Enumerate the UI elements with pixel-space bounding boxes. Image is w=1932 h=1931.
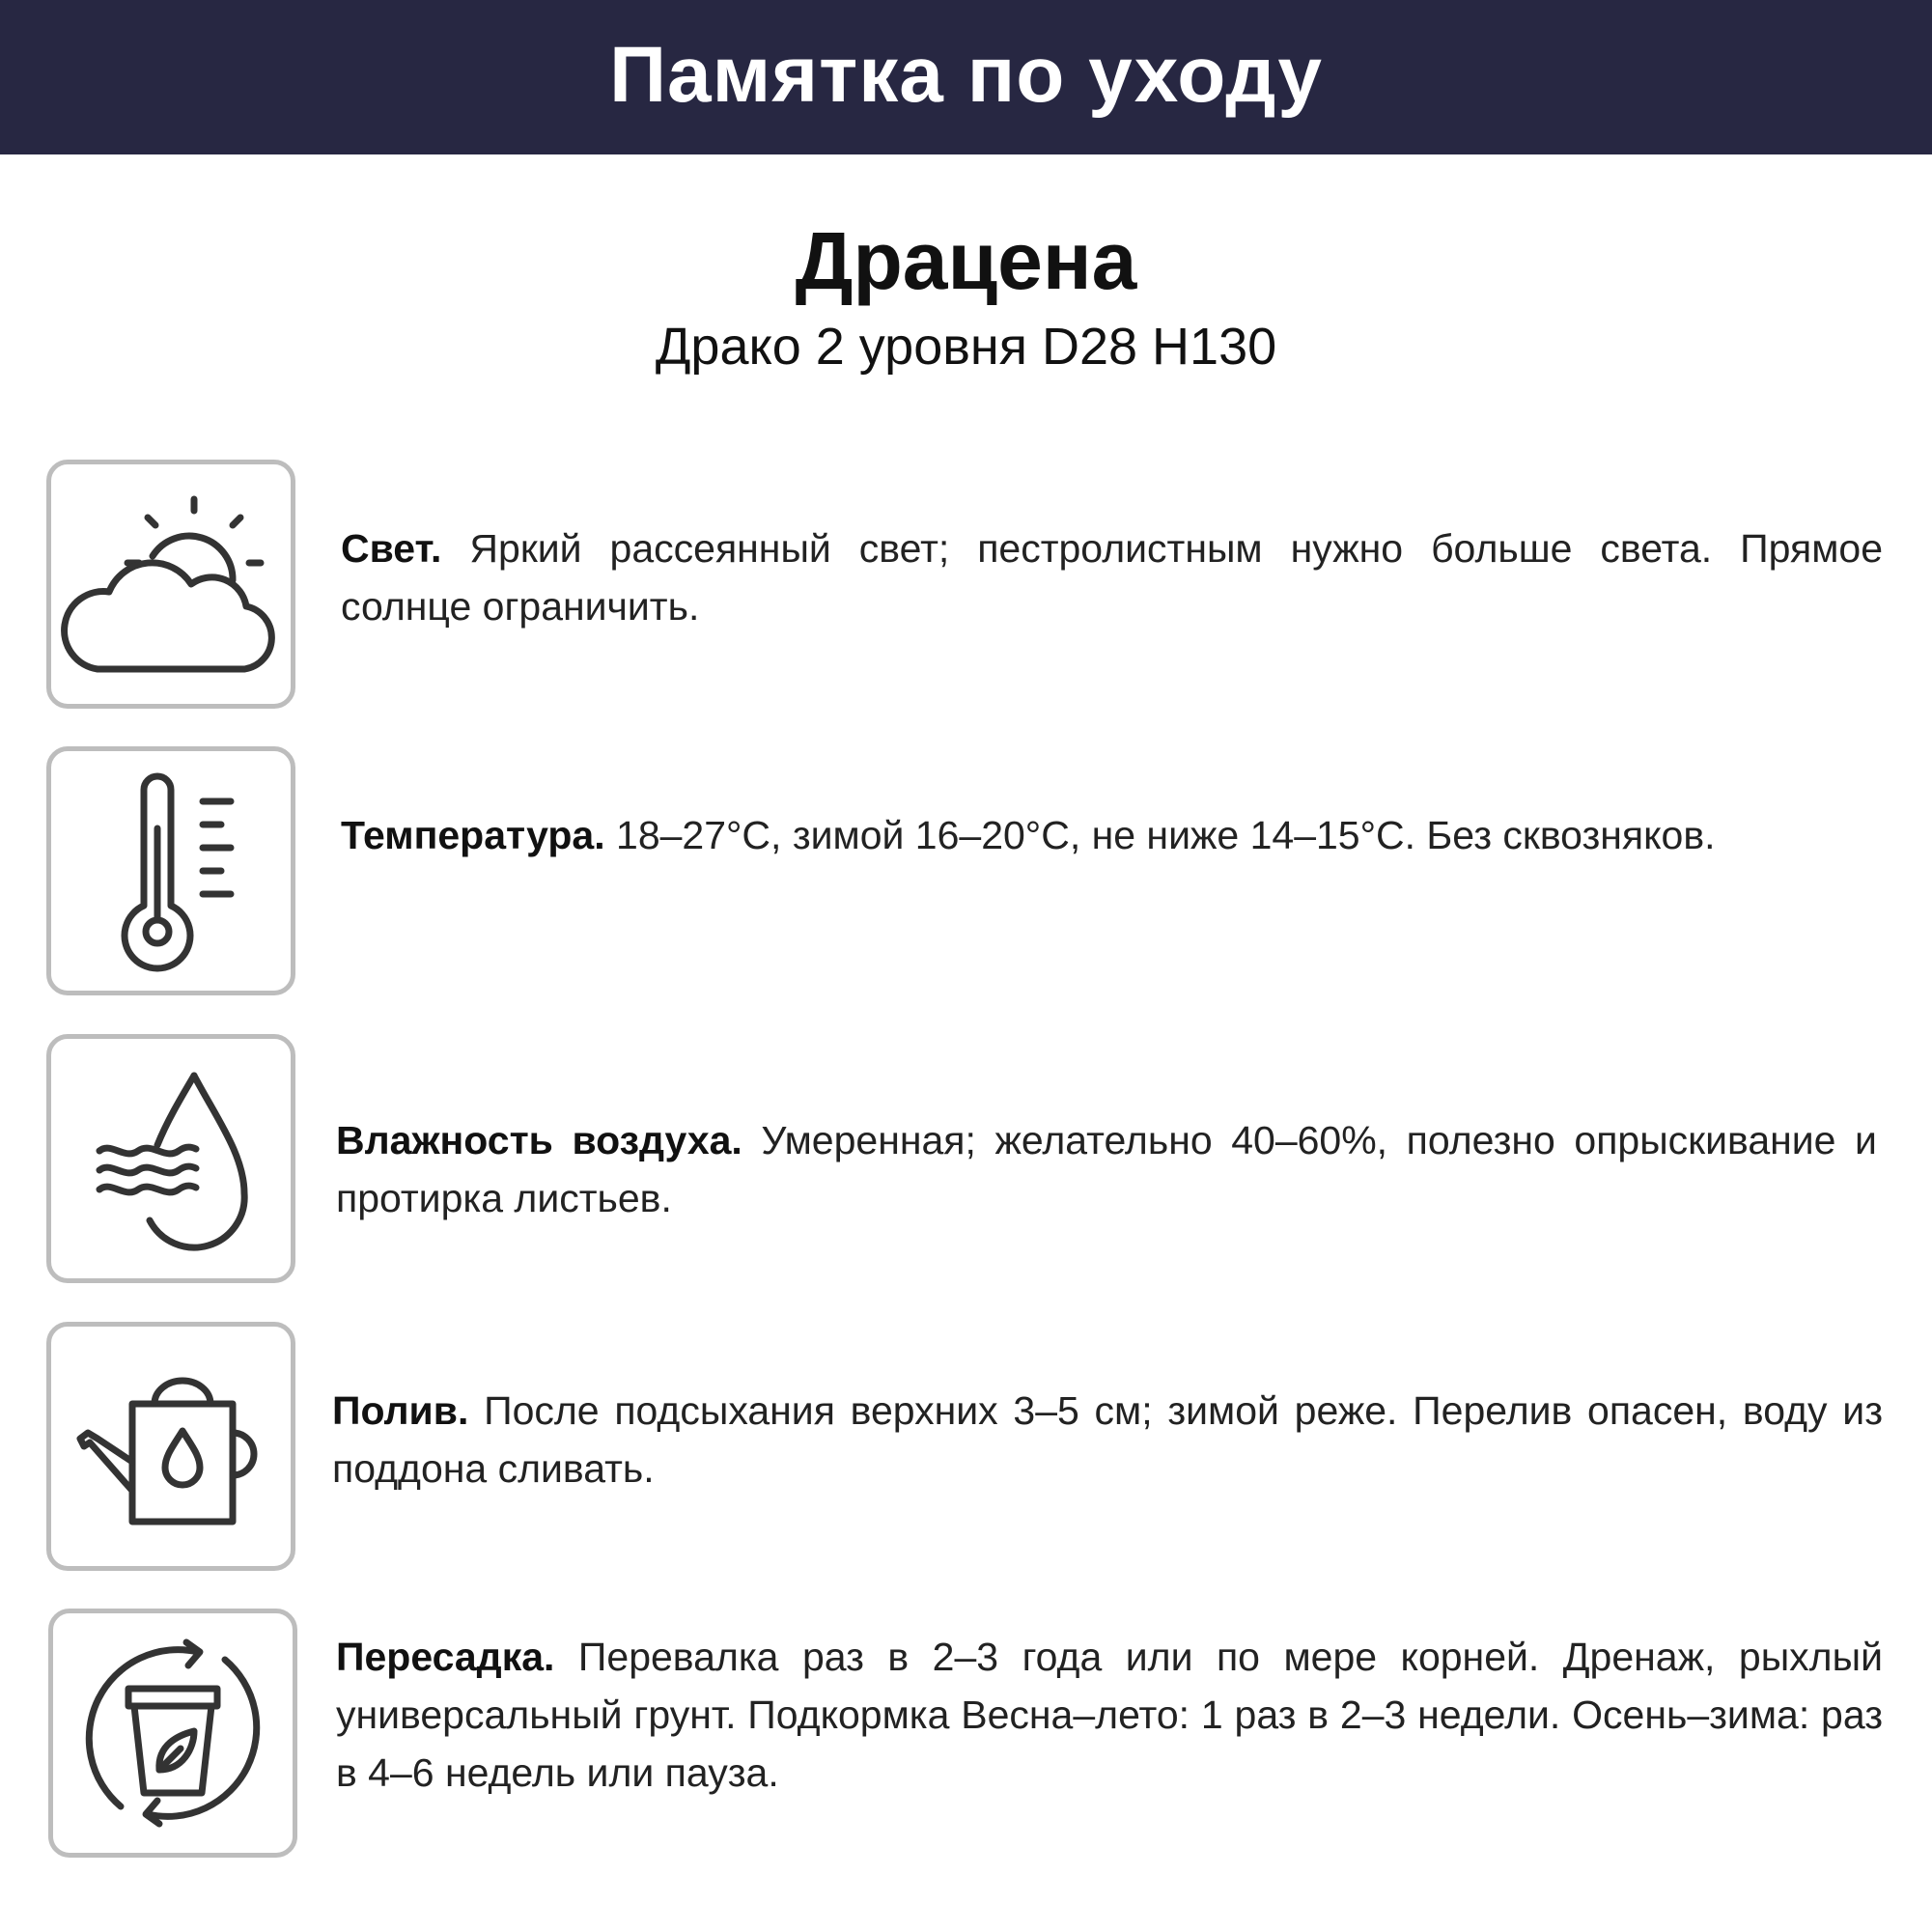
icon-box-repotting	[48, 1609, 297, 1858]
care-row-repotting	[46, 1609, 1883, 1854]
care-desc-temperature: 18–27°C, зимой 16–20°C, не ниже 14–15°C. Без сквозняков.	[616, 813, 1716, 857]
header-title: Памятка по уходу	[609, 31, 1323, 119]
sun-cloud-icon	[51, 464, 291, 704]
repotting-icon	[53, 1613, 293, 1853]
care-title-humidity: Влажность воздуха.	[336, 1118, 742, 1162]
care-text-repotting	[336, 1628, 1883, 1802]
icon-box-light	[46, 460, 295, 709]
care-row-watering	[46, 1322, 1883, 1567]
care-row-humidity	[46, 1034, 1883, 1279]
thermometer-icon	[51, 751, 291, 991]
care-text-light	[341, 519, 1883, 635]
plant-name: Драцена	[795, 215, 1137, 306]
care-desc-humidity: Умеренная; желательно 40–60%, полезно опрыскивание и протирка листьев.	[336, 1118, 1877, 1220]
plant-variant: Драко 2 уровня D28 H130	[655, 318, 1277, 376]
care-title-temperature: Температура.	[341, 813, 605, 857]
header-banner	[0, 0, 1932, 154]
care-desc-watering: После подсыхания верхних 3–5 см; зимой реже. Перелив опасен, воду из поддона сливать.	[332, 1388, 1883, 1491]
care-row-light	[46, 460, 1883, 705]
care-text-humidity	[336, 1111, 1877, 1227]
icon-box-humidity	[46, 1034, 295, 1283]
humidity-drop-icon	[51, 1039, 291, 1278]
icon-box-watering	[46, 1322, 295, 1571]
care-text-watering	[332, 1382, 1883, 1497]
care-title-watering: Полив.	[332, 1388, 469, 1433]
care-title-light: Свет.	[341, 526, 442, 571]
care-desc-light: Яркий рассеянный свет; пестролистным нужно больше света. Прямое солнце ограничить.	[341, 526, 1883, 629]
watering-can-icon	[51, 1327, 291, 1566]
care-desc-repotting: Перевалка раз в 2–3 года или по мере корней. Дренаж, рыхлый универсальный грунт. Подкормка Весна–лето: 1 раз в 2–3 недели. Осень–зима: раз в 4–6 недель или пауза.	[336, 1635, 1883, 1795]
care-text-temperature	[341, 806, 1883, 864]
icon-box-temperature	[46, 746, 295, 995]
care-row-temperature	[46, 746, 1883, 992]
care-title-repotting: Пересадка.	[336, 1635, 555, 1679]
